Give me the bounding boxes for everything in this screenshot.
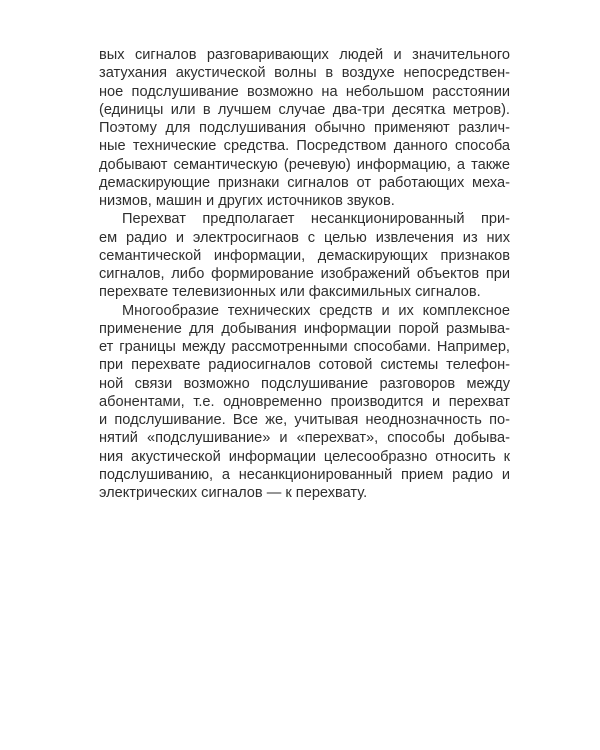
paragraph-3 [99, 302, 510, 503]
text-line: электрических сигналов — к перехвату. [99, 485, 368, 501]
body-text [99, 46, 510, 502]
text-line: низмов, машин и других источников звуков. [99, 193, 395, 209]
text-line: Многообразие технических средств и их комплексное [122, 302, 510, 319]
text-line: ные технические средства. Посредством данного способа [99, 138, 510, 155]
paragraph-1 [99, 46, 510, 210]
text-line: вых сигналов разговаривающих людей и значительного [99, 47, 510, 63]
text-line: ния акустической информации целесообразно относить к [99, 448, 510, 465]
text-line: абонентами, т.е. одновременно производится и перехват [99, 393, 510, 410]
text-line: затухания акустической волны в воздухе непосредствен- [99, 65, 510, 82]
text-line: ет границы между рассмотренными способами. Например, [99, 339, 510, 355]
text-line: ной связи возможно подслушивание разговоров между [99, 375, 510, 392]
text-line: Поэтому для подслушивания обычно применяют различ- [99, 120, 510, 136]
text-line: (единицы или в лучшем случае два-три десятка метров). [99, 101, 510, 118]
text-line: демаскирующие признаки сигналов от работающих меха- [99, 174, 510, 191]
text-line: применение для добывания информации порой размыва- [99, 320, 510, 337]
text-line: и подслушивание. Все же, учитывая неоднозначность по- [99, 412, 510, 428]
text-line: подслушиванию, а несанкционированный прием радио и [99, 466, 510, 483]
text-line: перехвате телевизионных или факсимильных сигналов. [99, 284, 481, 301]
text-line: ем радио и электросигнаов с целью извлечения из них [99, 229, 510, 246]
text-line: добывают семантическую (речевую) информацию, а также [99, 156, 510, 173]
text-line: семантической информации, демаскирующих признаков [99, 247, 510, 264]
text-line: сигналов, либо формирование изображений объектов при [99, 266, 510, 282]
text-line: Перехват предполагает несанкционированный при- [122, 211, 510, 228]
paragraph-2 [99, 210, 510, 301]
text-line: ное подслушивание возможно на небольшом расстоянии [99, 83, 510, 100]
text-line: при перехвате радиосигналов сотовой системы телефон- [99, 357, 510, 374]
text-line: нятий «подслушивание» и «перехват», способы добыва- [99, 430, 510, 447]
